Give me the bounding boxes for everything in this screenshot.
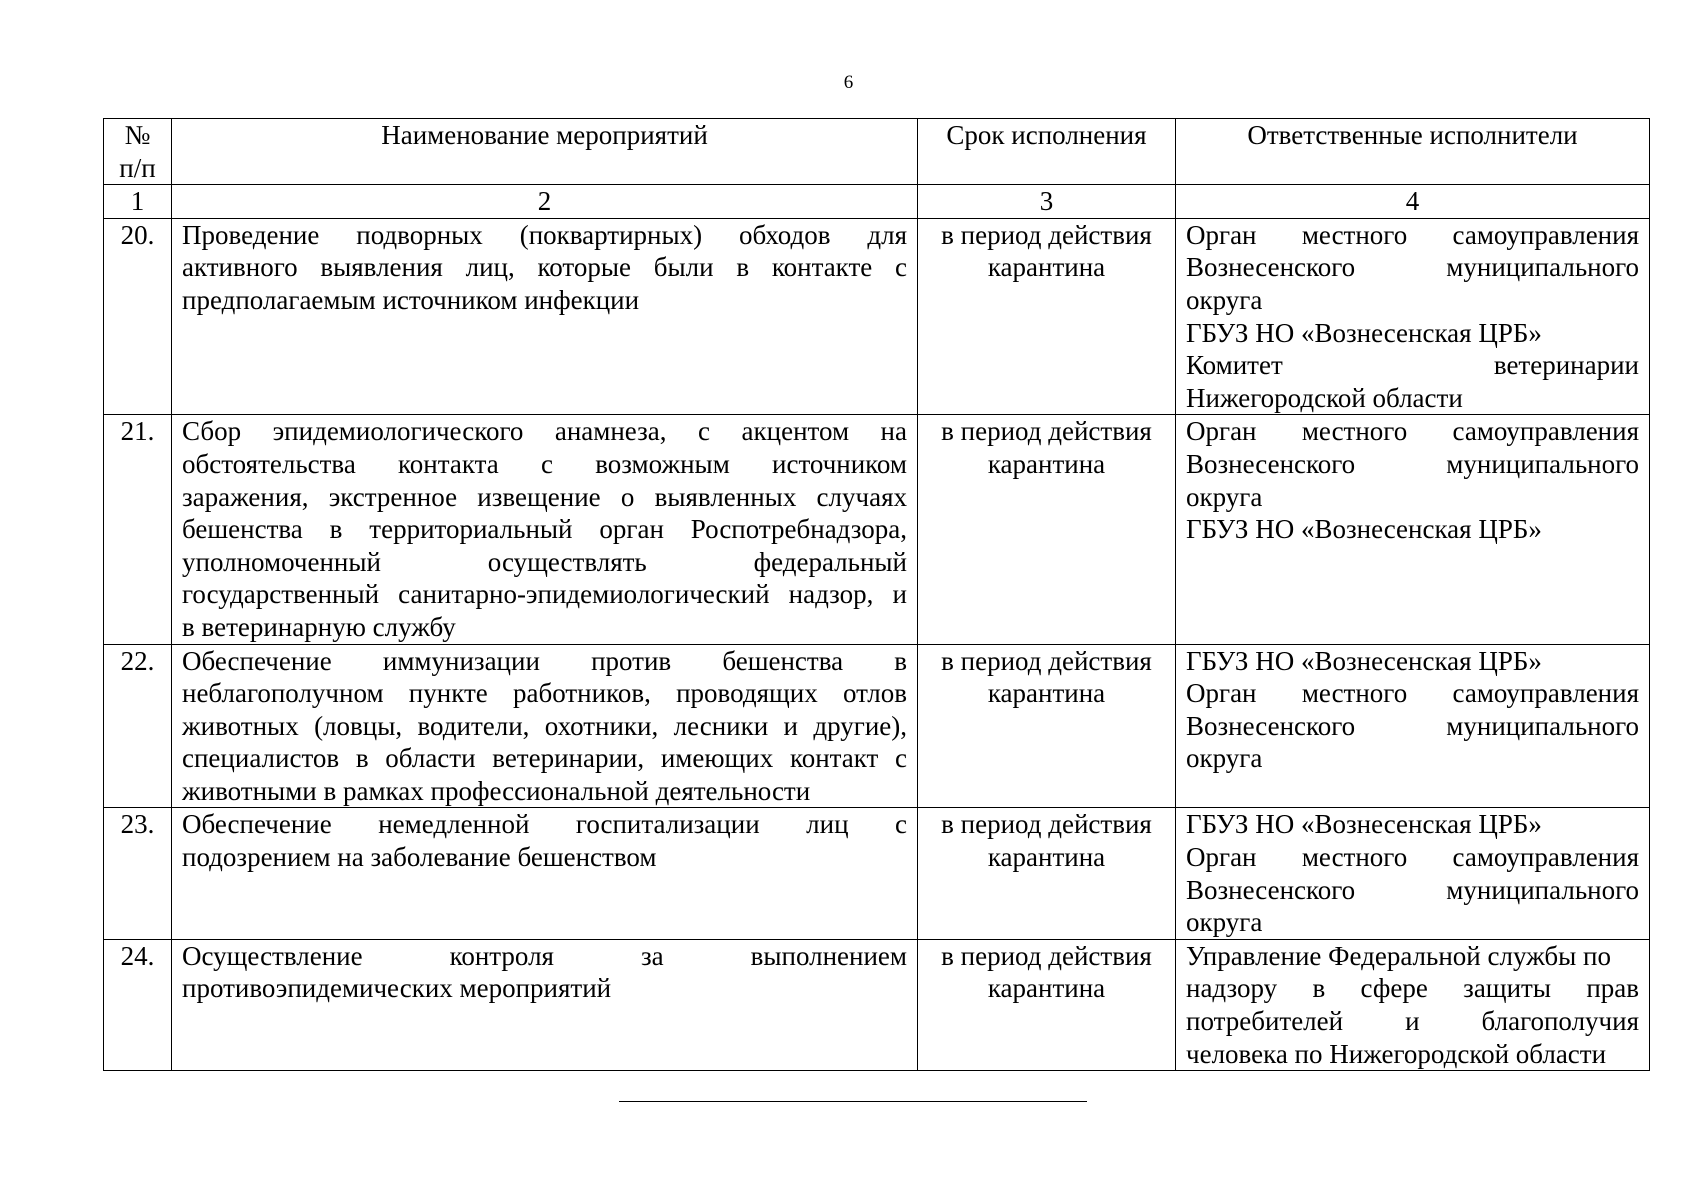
- measure-responsible-line: Орган местного самоуправления: [1186, 842, 1639, 873]
- measure-term-line: карантина: [987, 678, 1106, 709]
- column-number: 3: [918, 185, 1176, 219]
- measure-name-line: неблагополучном пункте работников, проводящих отлов: [182, 678, 907, 709]
- column-number: 4: [1176, 185, 1650, 219]
- measure-name-line: заражения, экстренное извещение о выявленных случаях: [182, 481, 907, 512]
- measure-responsible-line: Орган местного самоуправления: [1186, 678, 1639, 709]
- measure-responsible-line: ГБУЗ НО «Вознесенская ЦРБ»: [1186, 317, 1542, 348]
- measure-name-line: животных (ловцы, водители, охотники, лесники и другие),: [182, 710, 907, 741]
- measure-term-line: карантина: [987, 448, 1106, 479]
- measure-responsible-line: Нижегородской области: [1186, 382, 1463, 413]
- measure-responsible-line: Орган местного самоуправления: [1186, 219, 1639, 250]
- measure-responsible-line: Вознесенского муниципального: [1186, 710, 1639, 741]
- row-number: 21.: [104, 415, 172, 644]
- measure-term: [918, 808, 1176, 939]
- measure-name: [172, 808, 918, 939]
- table-body: [104, 218, 1650, 1070]
- column-number-row: [104, 185, 1650, 219]
- measure-name-line: государственный санитарно-эпидемиологический надзор, и: [182, 579, 907, 610]
- measure-responsible-line: Управление Федеральной службы по: [1186, 940, 1611, 971]
- table-row: [104, 415, 1650, 644]
- column-number: 1: [104, 185, 172, 219]
- measure-responsible-line: ГБУЗ НО «Вознесенская ЦРБ»: [1186, 645, 1542, 676]
- measure-responsible-line: надзору в сфере защиты прав: [1186, 973, 1639, 1004]
- measure-responsible: [1176, 218, 1650, 415]
- measure-responsible-line: округа: [1186, 284, 1263, 315]
- measure-responsible-line: человека по Нижегородской области: [1186, 1038, 1607, 1069]
- measure-responsible-line: Орган местного самоуправления: [1186, 416, 1639, 447]
- measure-term: [918, 939, 1176, 1070]
- measure-name: [172, 939, 918, 1070]
- measure-name-line: Обеспечение иммунизации против бешенства в: [182, 645, 907, 676]
- measure-responsible-line: Вознесенского муниципального: [1186, 252, 1639, 283]
- table-header-row: [104, 119, 1650, 185]
- measure-name-line: уполномоченный осуществлять федеральный: [182, 546, 907, 577]
- measure-term-line: карантина: [987, 842, 1106, 873]
- row-number: 20.: [104, 218, 172, 415]
- measure-name-line: бешенства в территориальный орган Роспотребнадзора,: [182, 514, 907, 545]
- row-number: 23.: [104, 808, 172, 939]
- header-number: № п/п: [104, 119, 172, 185]
- measure-term: [918, 415, 1176, 644]
- measure-term-line: в период действия: [941, 219, 1152, 250]
- row-number: 24.: [104, 939, 172, 1070]
- table-row: [104, 939, 1650, 1070]
- measure-name-line: обстоятельства контакта с возможным источником: [182, 448, 907, 479]
- measure-term: [918, 644, 1176, 808]
- measure-name: [172, 415, 918, 644]
- measure-term-line: карантина: [987, 252, 1106, 283]
- measure-responsible-line: округа: [1186, 907, 1263, 938]
- measure-name-line: активного выявления лиц, которые были в контакте с: [182, 252, 907, 283]
- measure-responsible-line: Комитет ветеринарии: [1186, 350, 1639, 381]
- table-row: [104, 644, 1650, 808]
- end-rule: [619, 1101, 1087, 1102]
- header-term: Срок исполнения: [918, 119, 1176, 185]
- measure-responsible: [1176, 808, 1650, 939]
- measure-responsible: [1176, 415, 1650, 644]
- measure-responsible-line: потребителей и благополучия: [1186, 1006, 1639, 1037]
- measure-term-line: в период действия: [941, 809, 1152, 840]
- measure-responsible-line: Вознесенского муниципального: [1186, 874, 1639, 905]
- measure-name: [172, 218, 918, 415]
- measure-name-line: животными в рамках профессиональной деятельности: [182, 775, 811, 806]
- measure-term-line: карантина: [987, 973, 1106, 1004]
- measure-name-line: Проведение подворных (поквартирных) обходов для: [182, 219, 907, 250]
- measure-responsible-line: округа: [1186, 743, 1263, 774]
- measure-name-line: предполагаемым источником инфекции: [182, 284, 640, 315]
- measure-name-line: Осуществление контроля за выполнением: [182, 940, 907, 971]
- measure-name-line: противоэпидемических мероприятий: [182, 973, 612, 1004]
- table-row: [104, 218, 1650, 415]
- column-number: 2: [172, 185, 918, 219]
- header-name: Наименование мероприятий: [172, 119, 918, 185]
- measure-responsible-line: ГБУЗ НО «Вознесенская ЦРБ»: [1186, 809, 1542, 840]
- measure-term-line: в период действия: [941, 645, 1152, 676]
- measure-term: [918, 218, 1176, 415]
- measure-term-line: в период действия: [941, 416, 1152, 447]
- row-number: 22.: [104, 644, 172, 808]
- measure-responsible-line: округа: [1186, 481, 1263, 512]
- measure-name-line: Сбор эпидемиологического анамнеза, с акцентом на: [182, 416, 907, 447]
- measure-term-line: в период действия: [941, 940, 1152, 971]
- table-row: [104, 808, 1650, 939]
- measure-name: [172, 644, 918, 808]
- measure-name-line: Обеспечение немедленной госпитализации лиц с: [182, 809, 907, 840]
- measure-name-line: подозрением на заболевание бешенством: [182, 842, 657, 873]
- header-responsible: Ответственные исполнители: [1176, 119, 1650, 185]
- measure-responsible: [1176, 644, 1650, 808]
- page-number: 6: [843, 72, 854, 93]
- measure-name-line: специалистов в области ветеринарии, имеющих контакт с: [182, 743, 907, 774]
- measure-responsible-line: Вознесенского муниципального: [1186, 448, 1639, 479]
- measure-name-line: в ветеринарную службу: [182, 611, 456, 642]
- measure-responsible-line: ГБУЗ НО «Вознесенская ЦРБ»: [1186, 514, 1542, 545]
- measure-responsible: [1176, 939, 1650, 1070]
- measures-table: [103, 118, 1650, 1071]
